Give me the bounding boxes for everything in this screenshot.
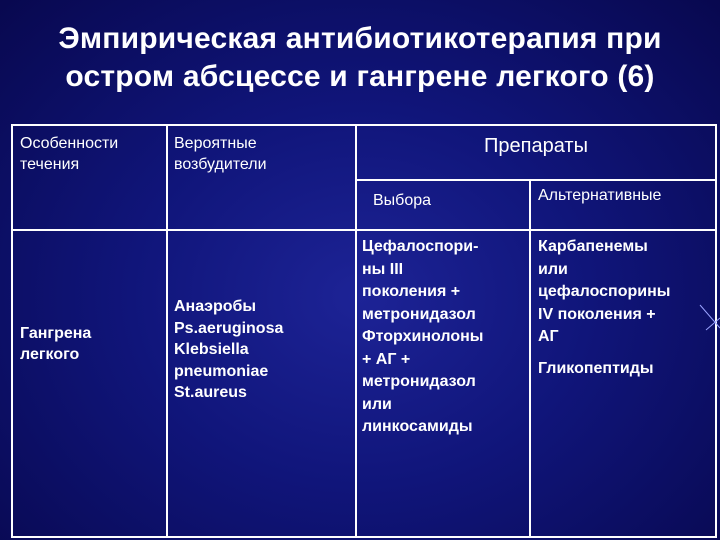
cell-pathogens: Анаэробы Ps.aeruginosa Klebsiella pneumoniae St.aureus xyxy=(174,298,284,401)
title-line-2: остром абсцессе и гангрене легкого (6) xyxy=(65,60,655,93)
cell-course: Гангрена легкого xyxy=(20,325,92,363)
title-line-1: Эмпирическая антибиотикотерапия при xyxy=(58,22,662,55)
header-pathogens: Вероятные возбудители xyxy=(174,135,267,173)
cell-choice: Цефалоспори- ны III поколения + метронидазол Фторхинолоны + АГ + метронидазол или линкосамиды xyxy=(362,238,484,435)
header-choice: Выбора xyxy=(373,192,432,209)
cell-alternative: Карбапенемы или цефалоспорины IV поколения + АГ Гликопептиды xyxy=(538,238,671,377)
header-drugs: Препараты xyxy=(484,135,588,157)
header-course: Особенности течения xyxy=(20,135,119,173)
header-alternative: Альтернативные xyxy=(538,187,662,204)
